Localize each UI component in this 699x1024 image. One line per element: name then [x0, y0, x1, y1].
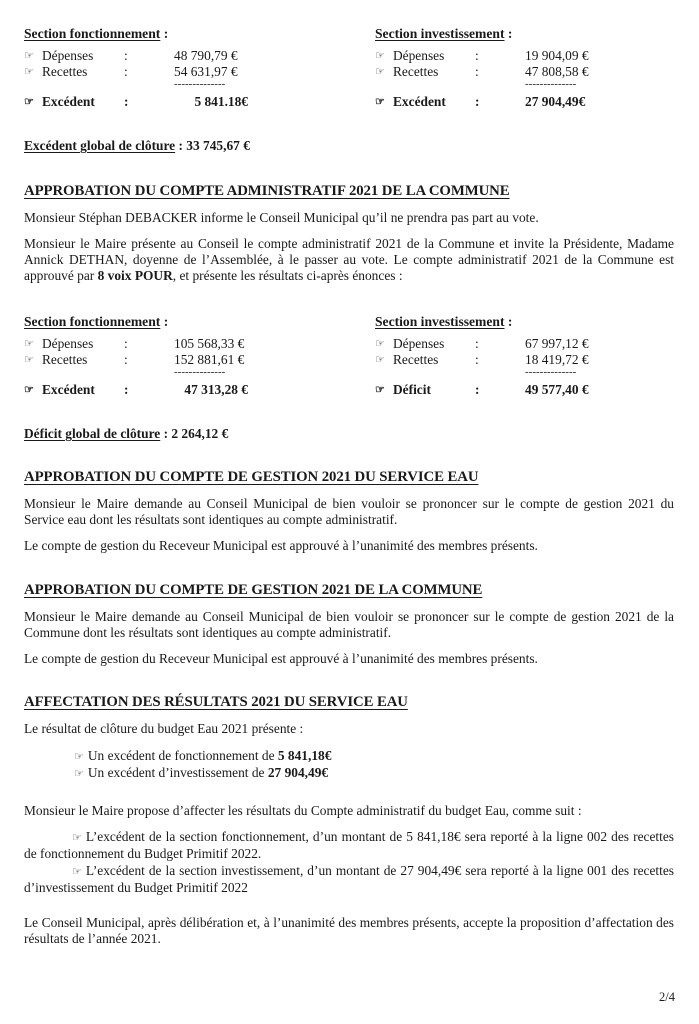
pointing-hand-icon: ☞ [375, 50, 385, 62]
pointing-hand-icon: ☞ [375, 66, 385, 78]
gestion-commune-p2: Le compte de gestion du Receveur Municipal est approuvé à l’unanimité des membres présents. [24, 651, 538, 666]
commune-invest-title: Section investissement [375, 314, 505, 329]
pointing-hand-icon: ☞ [24, 96, 34, 108]
heading-ca-commune: APPROBATION DU COMPTE ADMINISTRATIF 2021 DE LA COMMUNE [24, 183, 510, 199]
separator: -------------- [525, 366, 577, 378]
commune-fonctionnement-block: Section fonctionnement : ☞ Dépenses : 105 568,33 € ☞ Recettes : 152 881,61 € -------------- ☞ Excédent : 47 313,28 € [24, 314, 324, 398]
pointing-hand-icon: ☞ [72, 832, 82, 844]
affectation-allocation: ☞ L’excédent de la section fonctionnement, d’un montant de 5 841,18€ sera reporté à la ligne 002 des recettes de fonctionnement du Budget Primitif 2022. [24, 829, 674, 861]
eau-fonct-depenses-row: ☞ Dépenses : 48 790,79 € [24, 48, 238, 63]
gestion-commune-p1: Monsieur le Maire demande au Conseil Municipal de bien vouloir se prononcer sur le compte de gestion 2021 de la Commune dont les résultats sont identiques au compte administratif. [24, 609, 674, 640]
eau-invest-title: Section investissement [375, 26, 505, 41]
eau-investissement-block: Section investissement : ☞ Dépenses : 19 904,09 € ☞ Recettes : 47 808,58 € -------------- ☞ Excédent : 27 904,49€ [375, 26, 675, 110]
affectation-allocation: ☞ L’excédent de la section investissement, d’un montant de 27 904,49€ sera reporté à la ligne 001 des recettes d’investissement du Budget Primitif 2022 [24, 863, 674, 895]
pointing-hand-icon: ☞ [72, 866, 82, 878]
affectation-proposal: Monsieur le Maire propose d’affecter les résultats du Compte administratif du budget Eau, comme suit : [24, 803, 582, 818]
pointing-hand-icon: ☞ [375, 338, 385, 350]
page-number: 2/4 [659, 990, 675, 1004]
eau-invest-depenses-row: ☞ Dépenses : 19 904,09 € [375, 48, 589, 63]
ca-commune-p1: Monsieur Stéphan DEBACKER informe le Conseil Municipal qu’il ne prendra pas part au vote. [24, 210, 539, 225]
pointing-hand-icon: ☞ [375, 354, 385, 366]
eau-fonctionnement-block: Section fonctionnement : ☞ Dépenses : 48 790,79 € ☞ Recettes : 54 631,97 € -------------- ☞ Excédent : 5 841.18€ [24, 26, 324, 110]
eau-fonct-title: Section fonctionnement [24, 26, 161, 41]
eau-invest-total-row: ☞ Excédent : 27 904,49€ [375, 94, 586, 109]
commune-fonct-recettes-row: ☞ Recettes : 152 881,61 € [24, 352, 245, 367]
commune-invest-depenses-row: ☞ Dépenses : 67 997,12 € [375, 336, 589, 351]
commune-invest-recettes-row: ☞ Recettes : 18 419,72 € [375, 352, 589, 367]
eau-global-result: Excédent global de clôture : 33 745,67 € [24, 138, 250, 153]
affectation-bullet: ☞ Un excédent d’investissement de 27 904,49€ [74, 765, 329, 780]
heading-gestion-eau: APPROBATION DU COMPTE DE GESTION 2021 DU SERVICE EAU [24, 469, 479, 485]
eau-fonct-recettes-row: ☞ Recettes : 54 631,97 € [24, 64, 238, 79]
pointing-hand-icon: ☞ [375, 384, 385, 396]
commune-global-result: Déficit global de clôture : 2 264,12 € [24, 426, 229, 441]
heading-affectation: AFFECTATION DES RÉSULTATS 2021 DU SERVICE EAU [24, 694, 408, 710]
pointing-hand-icon: ☞ [24, 50, 34, 62]
eau-fonct-total-row: ☞ Excédent : 5 841.18€ [24, 94, 248, 109]
commune-fonct-depenses-row: ☞ Dépenses : 105 568,33 € [24, 336, 245, 351]
eau-invest-recettes-row: ☞ Recettes : 47 808,58 € [375, 64, 589, 79]
pointing-hand-icon: ☞ [74, 751, 84, 763]
affectation-intro: Le résultat de clôture du budget Eau 2021 présente : [24, 721, 304, 736]
separator: -------------- [174, 366, 226, 378]
pointing-hand-icon: ☞ [24, 66, 34, 78]
gestion-eau-p2: Le compte de gestion du Receveur Municipal est approuvé à l’unanimité des membres présents. [24, 538, 538, 553]
separator: -------------- [174, 78, 226, 90]
separator: -------------- [525, 78, 577, 90]
pointing-hand-icon: ☞ [375, 96, 385, 108]
pointing-hand-icon: ☞ [74, 768, 84, 780]
pointing-hand-icon: ☞ [24, 354, 34, 366]
commune-fonct-total-row: ☞ Excédent : 47 313,28 € [24, 382, 248, 397]
affectation-bullet: ☞ Un excédent de fonctionnement de 5 841,18€ [74, 748, 332, 763]
gestion-eau-p1: Monsieur le Maire demande au Conseil Municipal de bien vouloir se prononcer sur le compte de gestion 2021 du Service eau dont les résultats sont identiques au compte administratif. [24, 496, 674, 527]
pointing-hand-icon: ☞ [24, 384, 34, 396]
pointing-hand-icon: ☞ [24, 338, 34, 350]
commune-investissement-block: Section investissement : ☞ Dépenses : 67 997,12 € ☞ Recettes : 18 419,72 € -------------- ☞ Déficit : 49 577,40 € [375, 314, 675, 398]
commune-fonct-title: Section fonctionnement [24, 314, 161, 329]
commune-invest-total-row: ☞ Déficit : 49 577,40 € [375, 382, 589, 397]
ca-commune-p2: Monsieur le Maire présente au Conseil le compte administratif 2021 de la Commune et invite la Présidente, Madame Annick DETHAN, doyenne de l’Assemblée, à le passer au vote. Le compte administratif 2021 de la Commune est approuvé par 8 voix POUR, et présente les résultats ci-après énonces : [24, 236, 674, 283]
heading-gestion-commune: APPROBATION DU COMPTE DE GESTION 2021 DE LA COMMUNE [24, 582, 483, 598]
affectation-decision: Le Conseil Municipal, après délibération et, à l’unanimité des membres présents, accepte la proposition d’affectation des résultats de l’année 2021. [24, 915, 674, 946]
